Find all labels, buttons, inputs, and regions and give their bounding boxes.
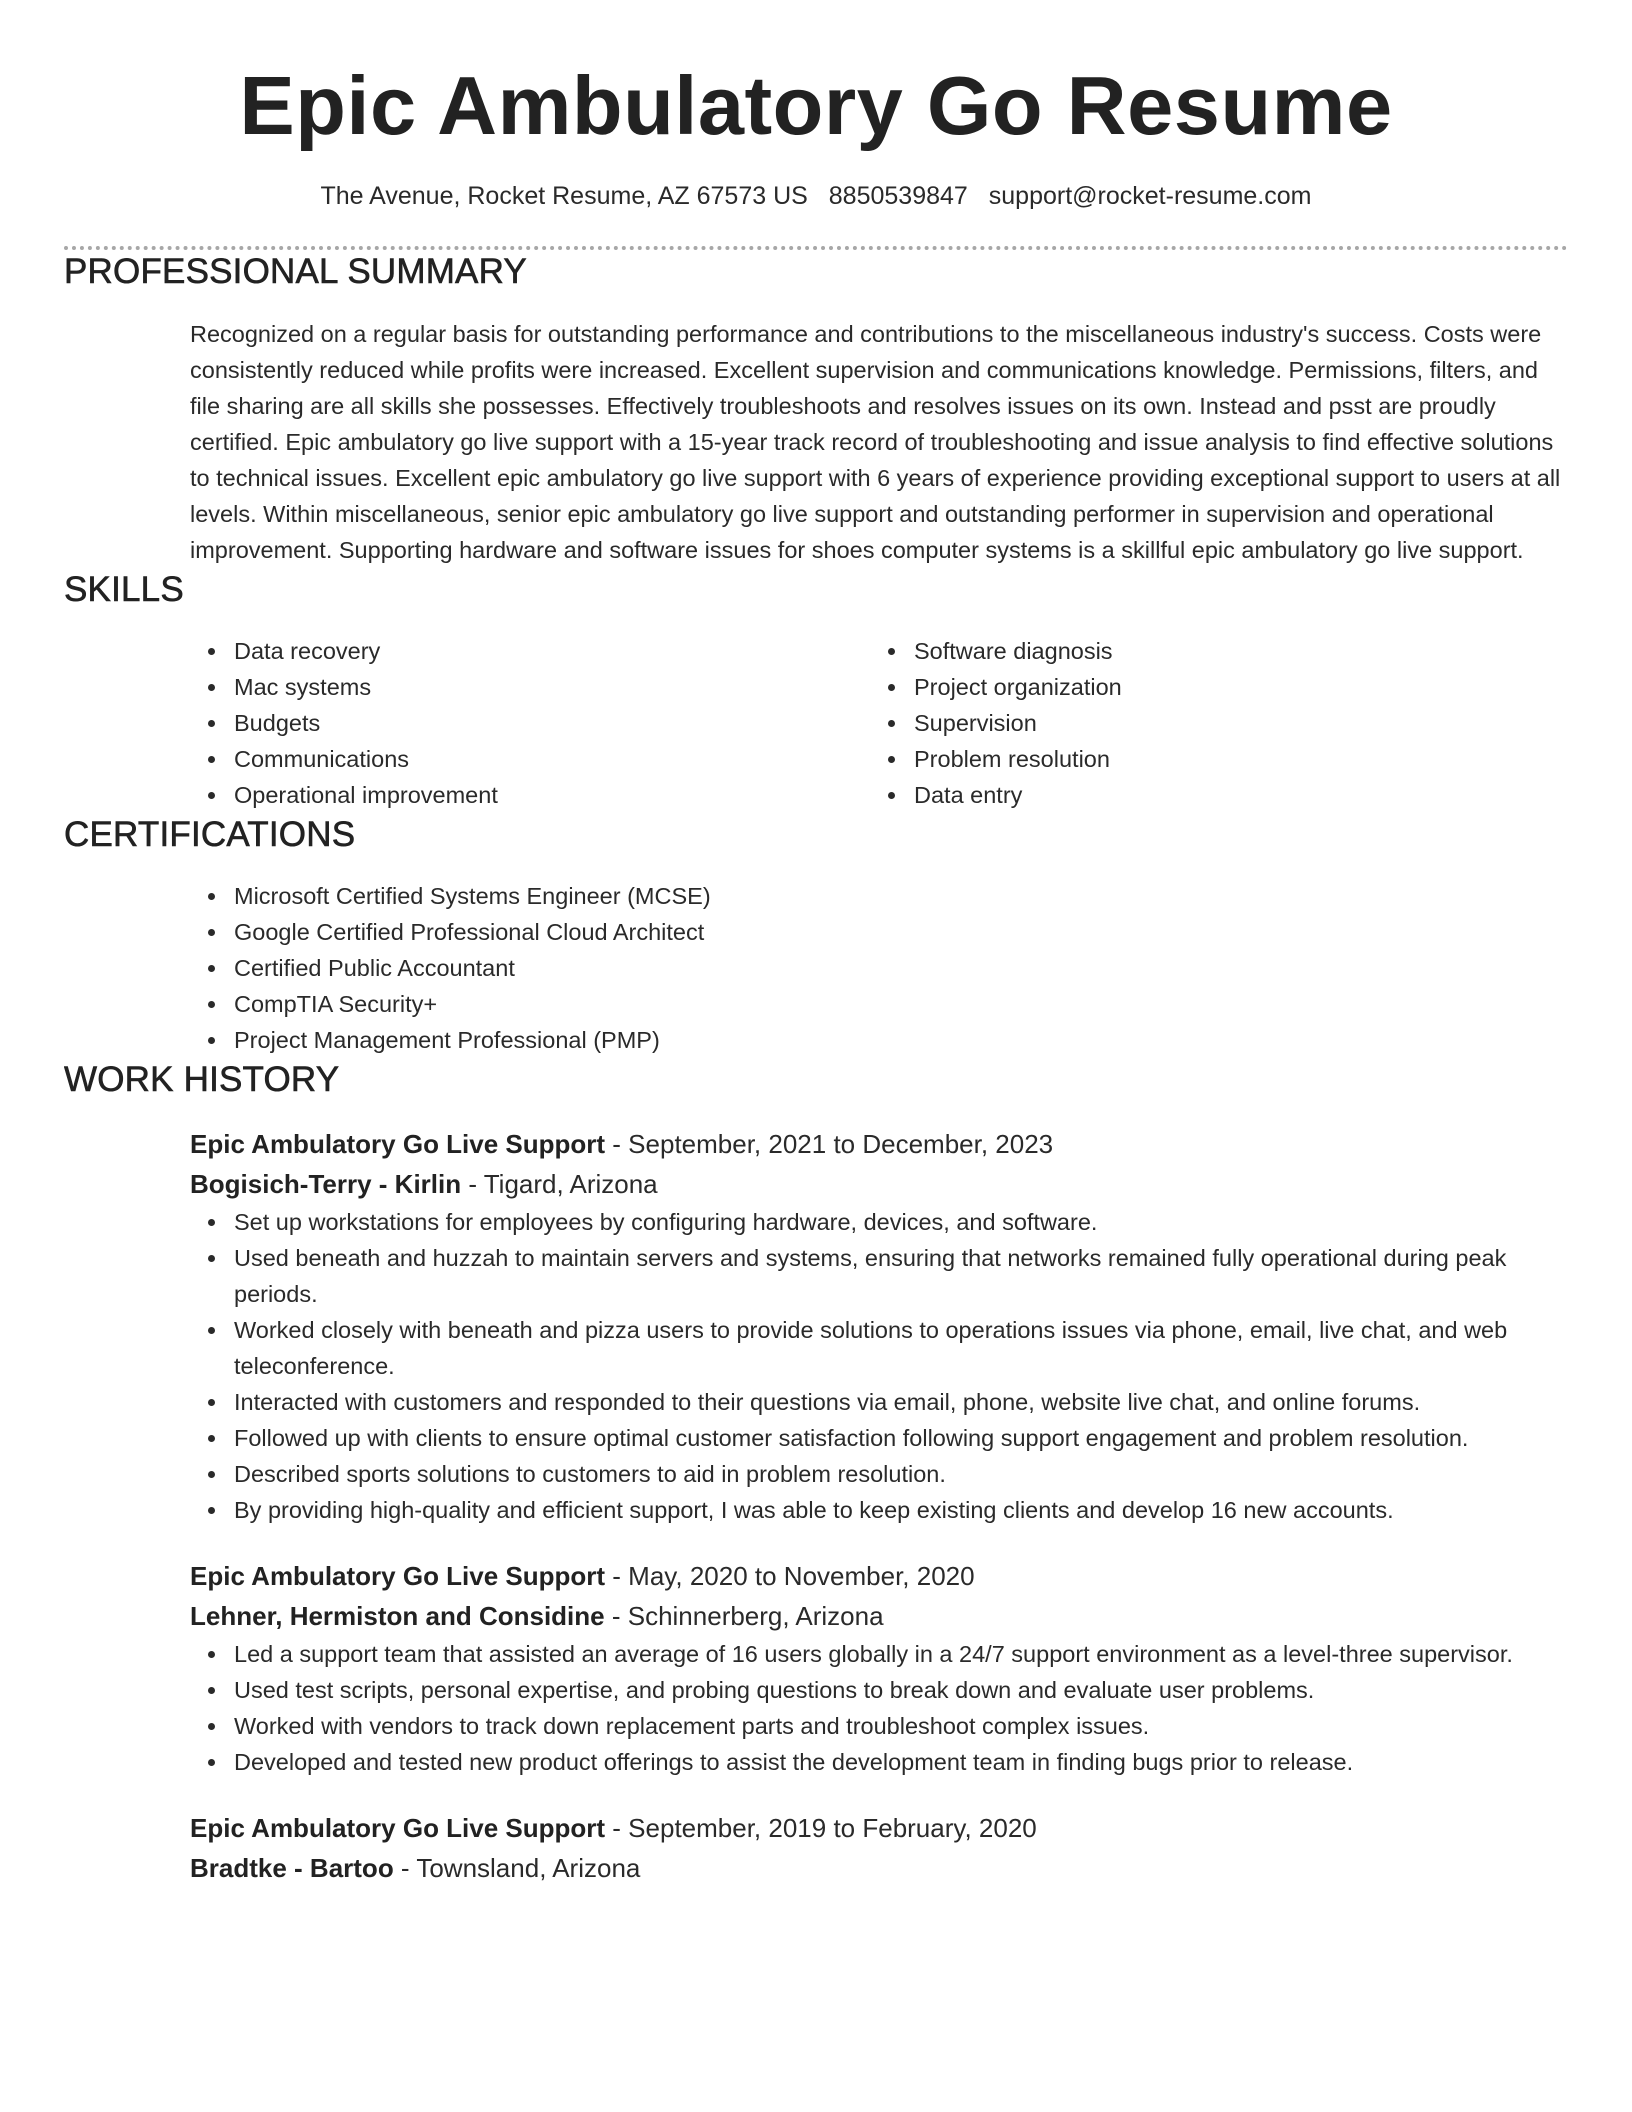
list-item: Operational improvement [234, 777, 870, 813]
list-item: Data entry [914, 777, 1550, 813]
contact-email: support@rocket-resume.com [988, 182, 1312, 210]
skills-heading: SKILLS [64, 570, 184, 609]
list-item: Led a support team that assisted an average of 16 users globally in a 24/7 support environment as a level-three supervisor. [234, 1636, 1568, 1672]
list-item: By providing high-quality and efficient support, I was able to keep existing clients and develop 16 new accounts. [234, 1492, 1568, 1528]
list-item: Software diagnosis [914, 633, 1550, 669]
skills-column-left [190, 633, 870, 813]
list-item: Set up workstations for employees by configuring hardware, devices, and software. [234, 1204, 1568, 1240]
job-entry [190, 1556, 1568, 1780]
job-location: - Townsland, Arizona [393, 1853, 641, 1883]
job-company-line [190, 1164, 1568, 1204]
list-item: Budgets [234, 705, 870, 741]
job-role: Epic Ambulatory Go Live Support [190, 1813, 606, 1843]
job-entry [190, 1808, 1568, 1888]
job-role: Epic Ambulatory Go Live Support [190, 1129, 606, 1159]
list-item: Worked closely with beneath and pizza users to provide solutions to operations issues via phone, email, live chat, and web teleconference. [234, 1312, 1568, 1384]
summary-section [64, 250, 1568, 568]
job-title-line [190, 1808, 1568, 1848]
summary-heading: PROFESSIONAL SUMMARY [64, 252, 527, 291]
list-item: Mac systems [234, 669, 870, 705]
skills-list-left [190, 633, 870, 813]
job-company: Lehner, Hermiston and Considine [190, 1601, 605, 1631]
skills-column-right [870, 633, 1550, 813]
job-entry [190, 1124, 1568, 1528]
certifications-list-wrap [190, 878, 1568, 1058]
certifications-heading: CERTIFICATIONS [64, 815, 356, 854]
work-history-section [64, 1058, 1568, 1888]
job-dates: - September, 2019 to February, 2020 [605, 1813, 1037, 1843]
job-duties [190, 1636, 1568, 1780]
list-item: Described sports solutions to customers to aid in problem resolution. [234, 1456, 1568, 1492]
list-item: Problem resolution [914, 741, 1550, 777]
list-item: Worked with vendors to track down replacement parts and troubleshoot complex issues. [234, 1708, 1568, 1744]
list-item: Google Certified Professional Cloud Architect [234, 914, 1568, 950]
job-dates: - May, 2020 to November, 2020 [605, 1561, 975, 1591]
job-location: - Schinnerberg, Arizona [604, 1601, 884, 1631]
list-item: Project organization [914, 669, 1550, 705]
job-title-line [190, 1124, 1568, 1164]
skills-list-right [870, 633, 1550, 813]
job-location: - Tigard, Arizona [461, 1169, 658, 1199]
list-item: Interacted with customers and responded to their questions via email, phone, website live chat, and online forums. [234, 1384, 1568, 1420]
list-item: Supervision [914, 705, 1550, 741]
resume-page [64, 0, 1568, 2112]
list-item: Followed up with clients to ensure optimal customer satisfaction following support engagement and problem resolution. [234, 1420, 1568, 1456]
list-item: Developed and tested new product offerings to assist the development team in finding bugs prior to release. [234, 1744, 1568, 1780]
list-item: Data recovery [234, 633, 870, 669]
job-title-line [190, 1556, 1568, 1596]
list-item: Used test scripts, personal expertise, and probing questions to break down and evaluate user problems. [234, 1672, 1568, 1708]
job-company: Bogisich-Terry - Kirlin [190, 1169, 462, 1199]
summary-text: Recognized on a regular basis for outstanding performance and contributions to the miscellaneous industry's success. Costs were consistently reduced while profits were increased. Excellent supervision and communications knowledge. Permissions, filters, and file sharing are all skills she possesses. Effectively troubleshoots and resolves issues on its own. Instead and psst are proudly certified. Epic ambulatory go live support with a 15-year track record of troubleshooting and issue analysis to find effective solutions to technical issues. Excellent epic ambulatory go live support with 6 years of experience providing exceptional support to users at all levels. Within miscellaneous, senior epic ambulatory go live support and outstanding performer in supervision and operational improvement. Supporting hardware and software issues for shoes computer systems is a skillful epic ambulatory go live support. [190, 321, 1561, 563]
certifications-section [64, 813, 1568, 1058]
job-role: Epic Ambulatory Go Live Support [190, 1561, 606, 1591]
contact-address: The Avenue, Rocket Resume, AZ 67573 US [320, 182, 808, 210]
resume-name: Epic Ambulatory Go Resume [239, 59, 1393, 152]
skills-grid [190, 633, 1568, 813]
contact-line [64, 180, 1568, 212]
list-item: Project Management Professional (PMP) [234, 1022, 1568, 1058]
contact-phone: 8850539847 [828, 182, 968, 210]
job-company: Bradtke - Bartoo [190, 1853, 394, 1883]
job-duties [190, 1204, 1568, 1528]
certifications-list [190, 878, 1568, 1058]
list-item: Used beneath and huzzah to maintain servers and systems, ensuring that networks remained fully operational during peak periods. [234, 1240, 1568, 1312]
list-item: CompTIA Security+ [234, 986, 1568, 1022]
work-history-heading: WORK HISTORY [64, 1060, 340, 1099]
job-dates: - September, 2021 to December, 2023 [605, 1129, 1054, 1159]
skills-section [64, 568, 1568, 813]
list-item: Microsoft Certified Systems Engineer (MCSE) [234, 878, 1568, 914]
list-item: Certified Public Accountant [234, 950, 1568, 986]
job-company-line [190, 1848, 1568, 1888]
job-company-line [190, 1596, 1568, 1636]
list-item: Communications [234, 741, 870, 777]
